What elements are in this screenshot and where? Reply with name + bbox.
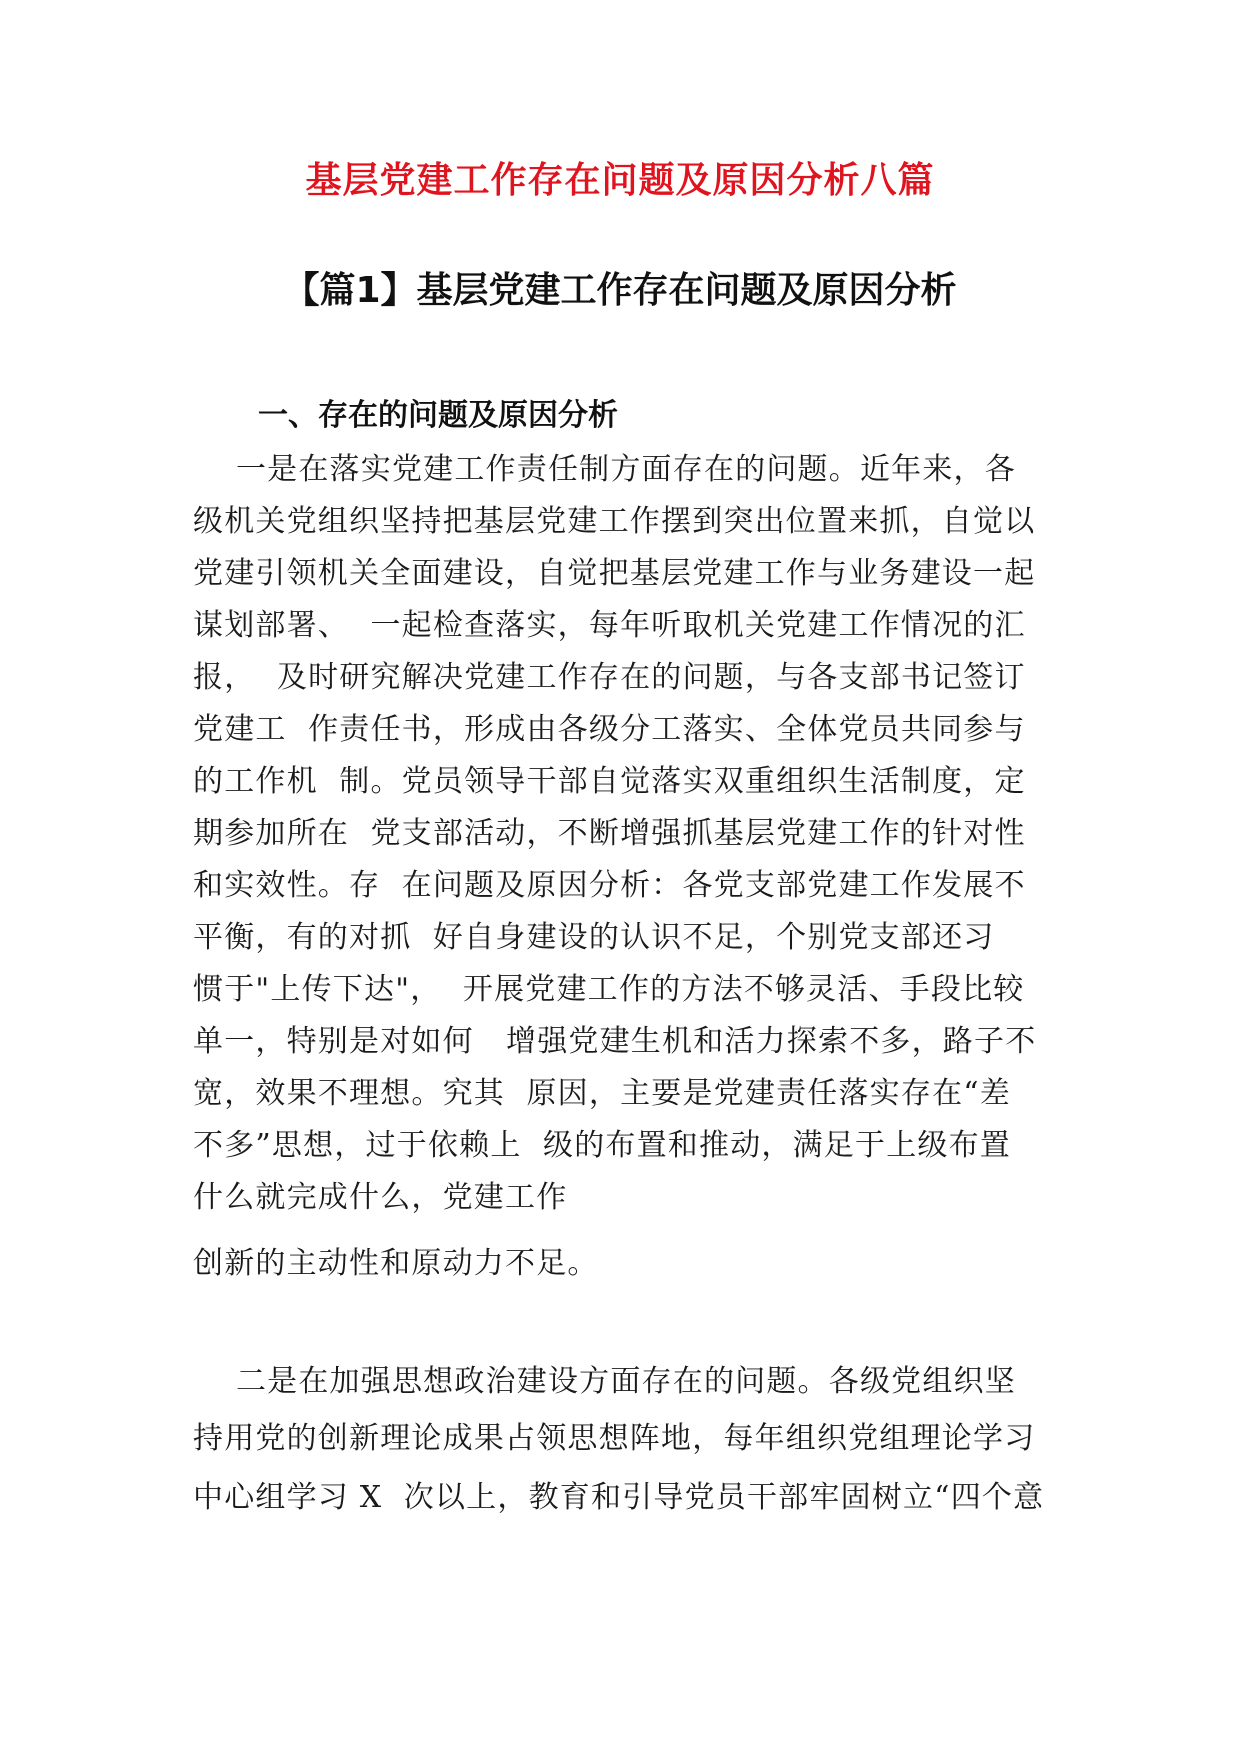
paragraph-line: 惯于"上传下达"， 开展党建工作的方法不够灵活、手段比较 (193, 972, 1025, 1007)
paragraph-line: 创新的主动性和原动力不足。 (193, 1246, 599, 1281)
paragraph-line: 期参加所在 党支部活动，不断增强抓基层党建工作的针对性 (193, 816, 1026, 851)
paragraph-line: 什么就完成什么，党建工作 (193, 1180, 568, 1215)
paragraph-line: 党建工 作责任书，形成由各级分工落实、全体党员共同参与 (193, 712, 1026, 747)
section-heading: 一、存在的问题及原因分析 (258, 398, 618, 433)
paragraph-line: 级机关党组织坚持把基层党建工作摆到突出位置来抓，自觉以 (193, 504, 1036, 539)
paragraph-line: 党建引领机关全面建设，自觉把基层党建工作与业务建设一起 (193, 556, 1036, 591)
paragraph-line: 宽，效果不理想。究其 原因，主要是党建责任落实存在“差 (193, 1076, 1012, 1111)
document-title: 基层党建工作存在问题及原因分析八篇 (305, 160, 935, 201)
paragraph-line: 和实效性。存 在问题及原因分析：各党支部党建工作发展不 (193, 868, 1026, 903)
paragraph-line: 二是在加强思想政治建设方面存在的问题。各级党组织坚 (193, 1364, 1016, 1399)
paragraph-line: 不多”思想，过于依赖上 级的布置和推动，满足于上级布置 (193, 1128, 1012, 1163)
paragraph-line: 一是在落实党建工作责任制方面存在的问题。近年来，各 (193, 452, 1016, 487)
paragraph-line: 单一，特别是对如何 增强党建生机和活力探索不多，路子不 (193, 1024, 1037, 1059)
article-subtitle: 【篇1】基层党建工作存在问题及原因分析 (283, 270, 957, 311)
paragraph-line: 中心组学习 X 次以上，教育和引导党员干部牢固树立“四个意 (193, 1480, 1045, 1515)
paragraph-line: 的工作机 制。党员领导干部自觉落实双重组织生活制度，定 (193, 764, 1026, 799)
paragraph-line: 平衡，有的对抓 好自身建设的认识不足，个别党支部还习 (193, 920, 995, 955)
paragraph-line: 报， 及时研究解决党建工作存在的问题，与各支部书记签订 (193, 660, 1026, 695)
paragraph-line: 谋划部署、 一起检查落实，每年听取机关党建工作情况的汇 (193, 608, 1026, 643)
paragraph-line: 持用党的创新理论成果占领思想阵地，每年组织党组理论学习 (193, 1421, 1036, 1456)
